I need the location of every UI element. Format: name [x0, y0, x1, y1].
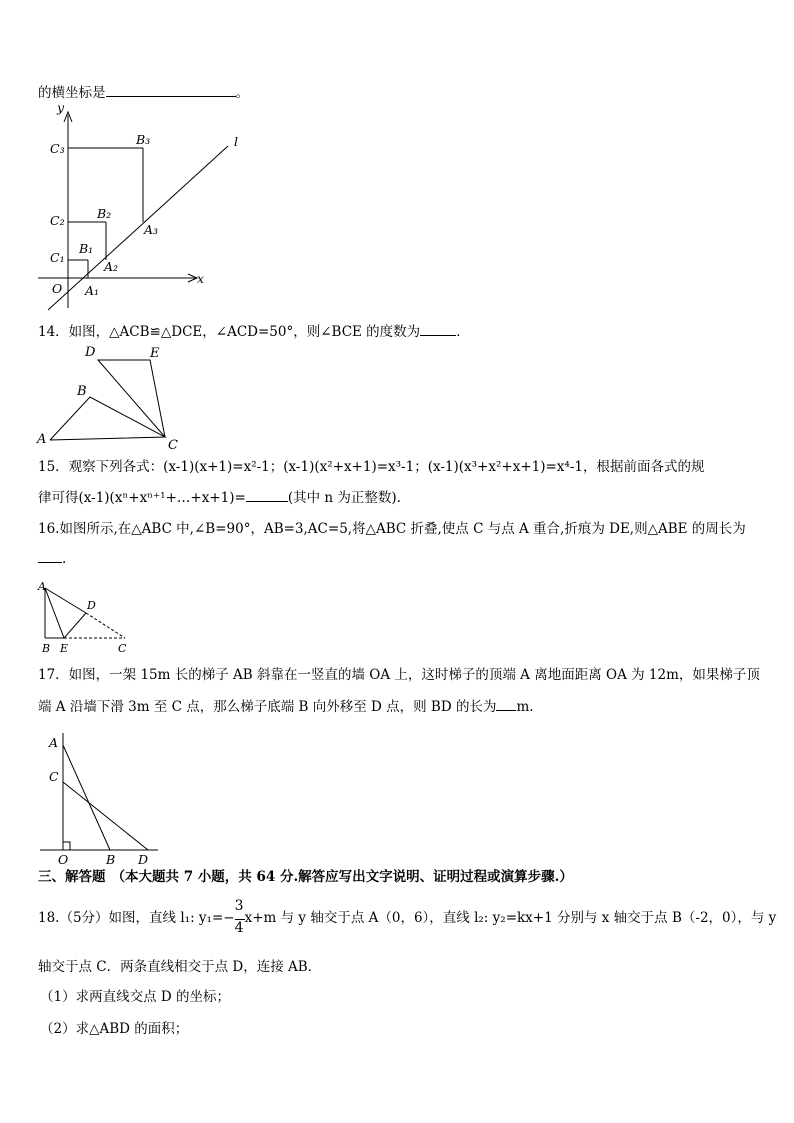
fig13-label-y: y [57, 100, 65, 115]
q17-line1: 17．如图，一架 15m 长的梯子 AB 斜靠在一竖直的墙 OA 上，这时梯子的顶端 A 离地面距离 OA 为 12m，如果梯子顶 [38, 667, 760, 683]
q15-line1: 15．观察下列各式：(x-1)(x+1)=x²-1；(x-1)(x²+x+1)=x³-1；(x-1)(x³+x²+x+1)=x⁴-1，根据前面各式的规 [38, 459, 705, 475]
fig17-label-O: O [58, 852, 69, 867]
fig13-x-arrow [188, 274, 197, 282]
fig17-ladder-CD [63, 782, 148, 850]
q14-text: 14．如图，△ACB≌△DCE，∠ACD=50°，则∠BCE 的度数为 [38, 324, 421, 340]
fig16-label-E: E [60, 642, 69, 655]
fig13-y-arrow [64, 112, 72, 122]
fig13-label-C1: C₁ [50, 250, 65, 265]
q14-line [38, 323, 470, 341]
q18-line2: 轴交于点 C．两条直线相交于点 D，连接 AB． [38, 959, 322, 975]
q13-tail-line [38, 84, 249, 102]
fig13-label-A2: A₂ [104, 259, 119, 274]
q18-line1 [38, 897, 777, 936]
q18-frac-den: 4 [234, 919, 244, 936]
q15-line2 [38, 489, 401, 507]
q18-part2: （2）求△ABD 的面积； [40, 1021, 189, 1037]
fig14-label-A: A [37, 432, 47, 447]
fig16-label-C: C [118, 642, 127, 655]
q14-end: ． [456, 324, 470, 340]
fig17-label-C: C [49, 769, 59, 784]
q18-mid: x+m 与 y 轴交于点 A（0，6），直线 l₂: y₂=kx+1 分别与 x 轴交于点 B（-2，0），与 y [244, 910, 777, 926]
fig13-label-B1: B₁ [79, 241, 94, 256]
fig13-label-x: x [197, 271, 205, 286]
q17-line2 [38, 698, 534, 716]
q17-line2-start: 端 A 沿墙下滑 3m 至 C 点，那么梯子底端 B 向外移至 D 点，则 BD 的长为 [38, 699, 497, 715]
q15-line2-end: (其中 n 为正整数). [287, 490, 401, 506]
q16-end: . [62, 551, 67, 567]
fig13-label-A1: A₁ [85, 283, 100, 298]
fig14-label-B: B [77, 384, 87, 399]
fig14-label-C: C [168, 438, 178, 453]
fig17-ladder-AB [63, 745, 110, 850]
fig17-right-angle [63, 842, 70, 850]
fig13-label-B2: B₂ [97, 206, 112, 221]
fig17-label-B: B [106, 852, 116, 867]
q18-start: 18.（5分）如图，直线 l₁: y₁=− [38, 910, 235, 926]
q18-frac-num: 3 [234, 897, 244, 914]
fig13-label-B3: B₃ [136, 132, 151, 147]
q18-fraction [234, 897, 245, 936]
q13-tail-text: 的横坐标是 [38, 85, 106, 101]
q15-line2-start: 律可得(x-1)(xⁿ+xⁿ⁺¹+…+x+1)= [38, 490, 246, 506]
answer-blank [38, 562, 62, 563]
q13-tail-end: 。 [235, 85, 249, 101]
fig14-label-D: D [85, 345, 96, 360]
fig16-label-B: B [42, 642, 51, 655]
fig13-label-C2: C₂ [50, 213, 65, 228]
q16-line2 [38, 550, 66, 568]
fig16-label-A: A [38, 580, 46, 593]
section-3-note: （本大题共 7 小题，共 64 分.解答应写出文字说明、证明过程或演算步骤.） [111, 869, 573, 885]
fig17-label-A: A [49, 735, 59, 750]
answer-blank [496, 710, 516, 711]
q16-line1: 16.如图所示,在△ABC 中,∠B=90°，AB=3,AC=5,将△ABC 折叠,使点 C 与点 A 重合,折痕为 DE,则△ABE 的周长为 [38, 521, 746, 537]
fig13-label-A3: A₃ [144, 222, 159, 237]
fig13-line-l [48, 146, 228, 310]
fig13-label-O: O [52, 281, 63, 296]
q18-part1: （1）求两直线交点 D 的坐标； [40, 989, 230, 1005]
q17-line2-end: m. [516, 699, 534, 715]
fig14-label-E: E [150, 346, 160, 361]
fig13-label-l: l [234, 134, 238, 149]
fig13-label-C3: C₃ [50, 141, 65, 156]
fig17-label-D: D [138, 852, 149, 867]
answer-blank [420, 335, 456, 336]
fig16-label-D: D [87, 599, 96, 612]
answer-blank [106, 96, 236, 97]
section-3-title: 三、解答题 [38, 869, 106, 885]
answer-blank [246, 501, 288, 502]
section-3-heading [38, 868, 573, 886]
